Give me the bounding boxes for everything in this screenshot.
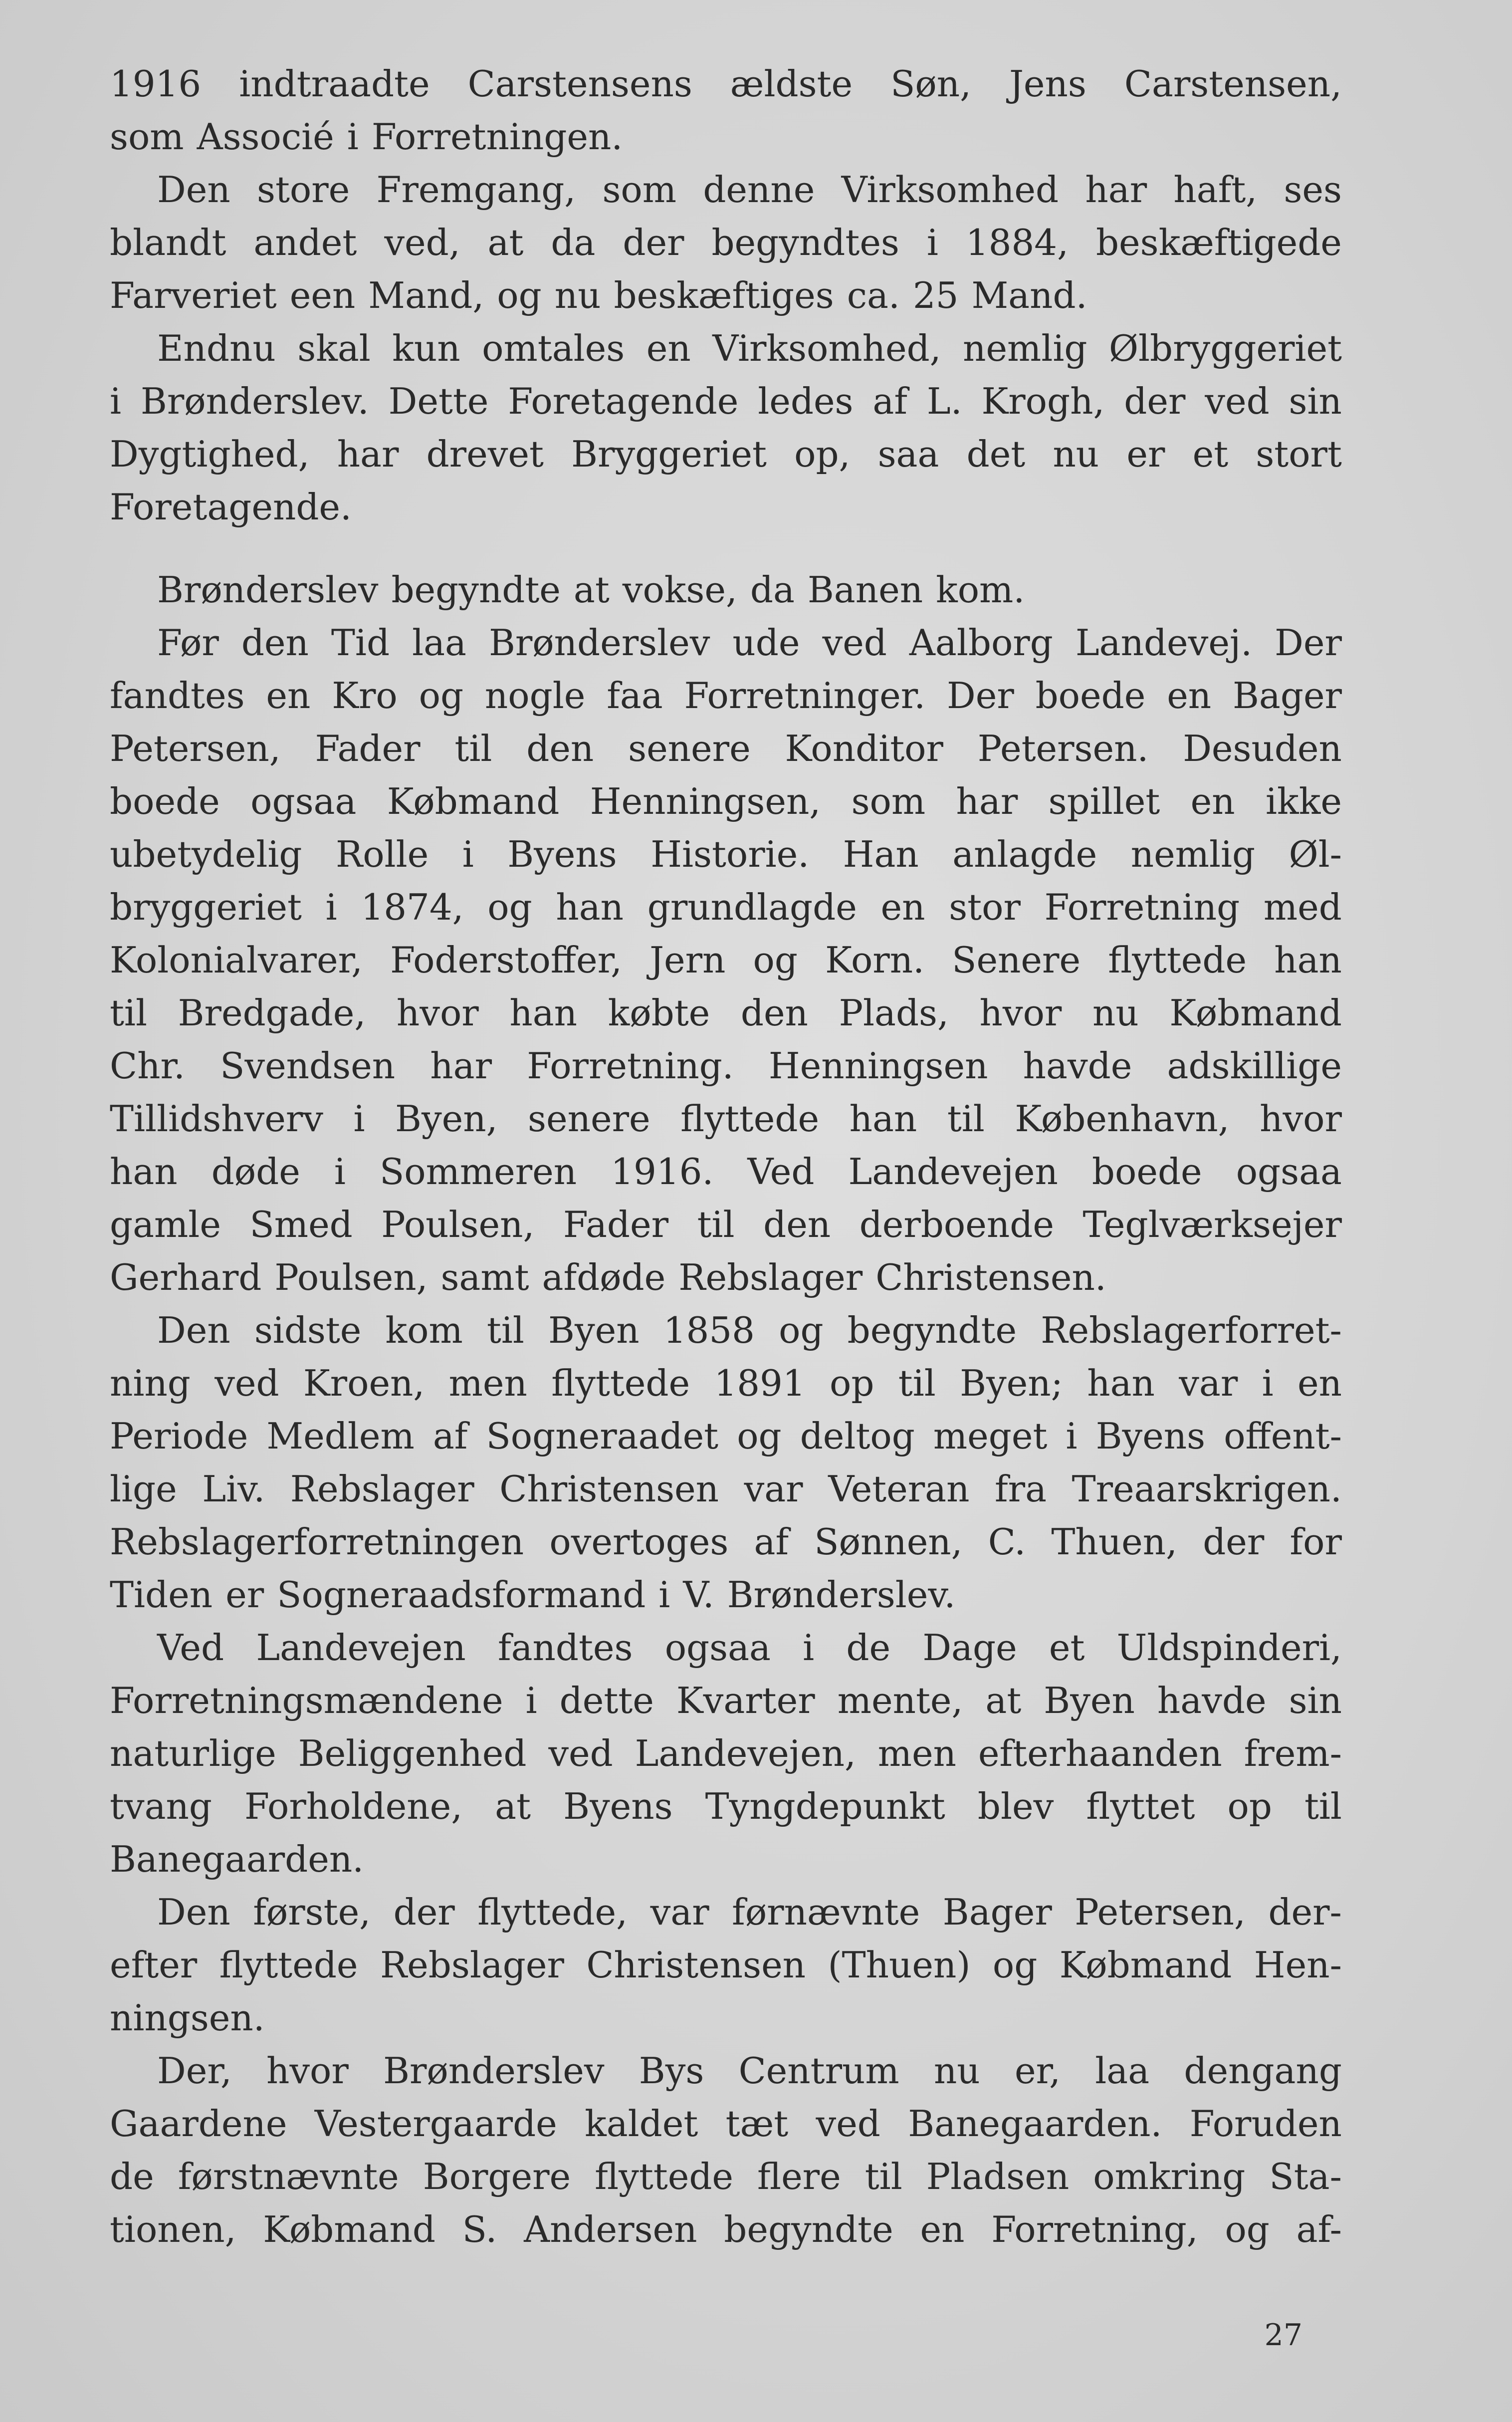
paragraph (110, 1304, 1342, 1621)
text-line: Den første, der flyttede, var førnævnte Bager Petersen, der- (157, 1891, 1342, 1933)
paragraph (110, 616, 1342, 1304)
text-line: han døde i Sommeren 1916. Ved Landevejen boede ogsaa (110, 1151, 1342, 1193)
text-line: ningsen. (110, 1997, 265, 2039)
text-line: Gerhard Poulsen, samt afdøde Rebslager Christensen. (110, 1256, 1106, 1298)
text-line: til Bredgade, hvor han købte den Plads, hvor nu Købmand (110, 992, 1342, 1034)
text-line: Periode Medlem af Sogneraadet og deltog meget i Byens offent- (110, 1415, 1342, 1457)
text-line: Dygtighed, har drevet Bryggeriet op, saa det nu er et stort (110, 433, 1342, 475)
text-line: tionen, Købmand S. Andersen begyndte en Forretning, og af- (110, 2208, 1342, 2250)
text-line: Chr. Svendsen har Forretning. Henningsen havde adskillige (110, 1045, 1342, 1087)
text-line: i Brønderslev. Dette Foretagende ledes af L. Krogh, der ved sin (110, 380, 1342, 422)
paragraph (110, 1621, 1342, 1886)
text-line: Banegaarden. (110, 1838, 364, 1880)
paragraph (110, 163, 1342, 322)
text-line: Forretningsmændene i dette Kvarter mente, at Byen havde sin (110, 1680, 1342, 1721)
paragraph (110, 57, 1342, 163)
text-line: Foretagende. (110, 486, 352, 528)
text-line: Tillidshverv i Byen, senere flyttede han til København, hvor (110, 1098, 1342, 1140)
text-line: Den sidste kom til Byen 1858 og begyndte Rebslagerforret- (157, 1309, 1342, 1351)
text-line: som Associé i Forretningen. (110, 116, 623, 158)
paragraph (110, 1886, 1342, 2044)
text-line: tvang Forholdene, at Byens Tyngdepunkt blev flyttet op til (110, 1785, 1342, 1827)
text-line: Gaardene Vestergaarde kaldet tæt ved Banegaarden. Foruden (110, 2103, 1342, 2145)
text-line: Tiden er Sogneraadsformand i V. Brønderslev. (110, 1574, 956, 1616)
text-line: Farveriet een Mand, og nu beskæftiges ca. 25 Mand. (110, 274, 1087, 316)
text-line: Endnu skal kun omtales en Virksomhed, nemlig Ølbryggeriet (157, 327, 1342, 369)
paragraph (110, 2044, 1342, 2256)
text-line: boede ogsaa Købmand Henningsen, som har spillet en ikke (110, 780, 1342, 822)
paragraph-gap (110, 533, 1342, 563)
text-line: Ved Landevejen fandtes ogsaa i de Dage et Uldspinderi, (157, 1627, 1342, 1669)
text-line: naturlige Beliggenhed ved Landevejen, men efterhaanden frem- (110, 1732, 1342, 1774)
paragraph (110, 322, 1342, 533)
text-line: Før den Tid laa Brønderslev ude ved Aalborg Landevej. Der (157, 622, 1342, 664)
text-line: lige Liv. Rebslager Christensen var Veteran fra Treaarskrigen. (110, 1468, 1342, 1510)
text-line: ning ved Kroen, men flyttede 1891 op til Byen; han var i en (110, 1362, 1342, 1404)
page-number: 27 (1264, 2318, 1302, 2353)
text-line: Brønderslev begyndte at vokse, da Banen kom. (157, 569, 1025, 611)
paragraph (110, 563, 1342, 616)
text-line: Den store Fremgang, som denne Virksomhed har haft, ses (157, 169, 1342, 211)
text-line: blandt andet ved, at da der begyndtes i 1884, beskæftigede (110, 222, 1342, 263)
text-line: efter flyttede Rebslager Christensen (Thuen) og Købmand Hen- (110, 1944, 1342, 1986)
text-line: Kolonialvarer, Foderstoffer, Jern og Korn. Senere flyttede han (110, 939, 1342, 981)
text-line: ubetydelig Rolle i Byens Historie. Han anlagde nemlig Øl- (110, 833, 1342, 875)
body-text (110, 57, 1342, 2256)
text-line: Rebslagerforretningen overtoges af Sønnen, C. Thuen, der for (110, 1521, 1342, 1563)
text-line: fandtes en Kro og nogle faa Forretninger. Der boede en Bager (110, 675, 1342, 717)
text-line: bryggeriet i 1874, og han grundlagde en stor Forretning med (110, 886, 1342, 928)
text-line: de førstnævnte Borgere flyttede flere til Pladsen omkring Sta- (110, 2156, 1342, 2197)
text-line: Der, hvor Brønderslev Bys Centrum nu er, laa dengang (157, 2050, 1342, 2092)
text-line: Petersen, Fader til den senere Konditor Petersen. Desuden (110, 727, 1342, 769)
text-line: gamle Smed Poulsen, Fader til den derboende Teglværksejer (110, 1204, 1342, 1245)
text-line: 1916 indtraadte Carstensens ældste Søn, Jens Carstensen, (110, 63, 1342, 105)
